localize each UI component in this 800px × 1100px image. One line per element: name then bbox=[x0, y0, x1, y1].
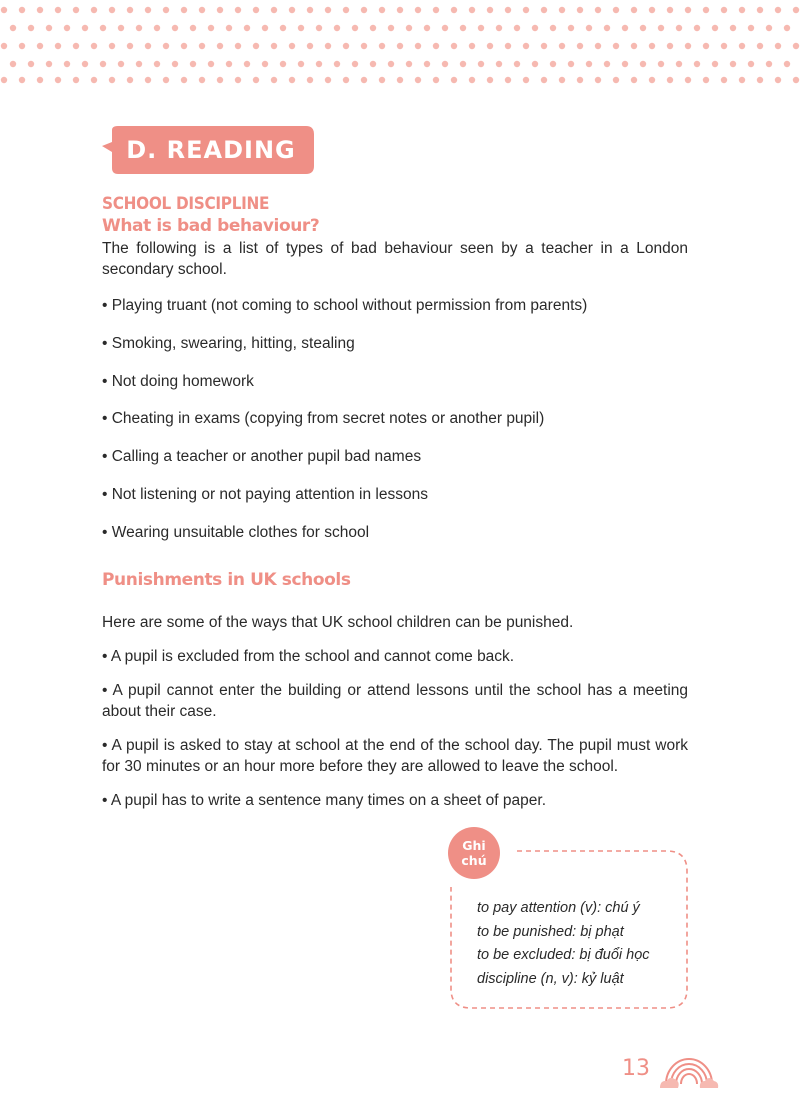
dot bbox=[352, 61, 358, 67]
dot bbox=[676, 61, 682, 67]
dot bbox=[595, 7, 601, 13]
dot bbox=[163, 77, 169, 83]
dot bbox=[127, 43, 133, 49]
dot bbox=[145, 7, 151, 13]
punishments-intro: Here are some of the ways that UK school children can be punished. bbox=[102, 614, 574, 631]
dot bbox=[559, 7, 565, 13]
dot bbox=[487, 7, 493, 13]
dot bbox=[532, 61, 538, 67]
dot bbox=[514, 61, 520, 67]
dot bbox=[199, 77, 205, 83]
dot bbox=[451, 7, 457, 13]
dot bbox=[532, 25, 538, 31]
dot bbox=[379, 43, 385, 49]
dot bbox=[37, 77, 43, 83]
dot bbox=[190, 25, 196, 31]
dot bbox=[703, 7, 709, 13]
dot bbox=[1, 77, 7, 83]
dot bbox=[262, 61, 268, 67]
dot bbox=[10, 61, 16, 67]
dot bbox=[388, 25, 394, 31]
dot bbox=[766, 61, 772, 67]
dot bbox=[379, 77, 385, 83]
punishments-heading: Punishments in UK schools bbox=[102, 570, 351, 590]
dot bbox=[541, 7, 547, 13]
dot bbox=[748, 61, 754, 67]
dot bbox=[604, 61, 610, 67]
dot bbox=[334, 25, 340, 31]
dot bbox=[685, 7, 691, 13]
dot bbox=[397, 7, 403, 13]
dot bbox=[505, 7, 511, 13]
dot bbox=[451, 43, 457, 49]
dot bbox=[217, 43, 223, 49]
dot bbox=[262, 25, 268, 31]
dot bbox=[73, 7, 79, 13]
dot bbox=[100, 61, 106, 67]
dot bbox=[586, 61, 592, 67]
dot bbox=[91, 43, 97, 49]
dot bbox=[91, 7, 97, 13]
dot bbox=[649, 77, 655, 83]
dot bbox=[136, 25, 142, 31]
dot bbox=[181, 7, 187, 13]
dot bbox=[415, 43, 421, 49]
intro-paragraph: The following is a list of types of bad behaviour seen by a teacher in a London secondary school. bbox=[102, 240, 688, 278]
dot bbox=[190, 61, 196, 67]
dot bbox=[478, 25, 484, 31]
dot bbox=[631, 77, 637, 83]
dot bbox=[226, 61, 232, 67]
dot bbox=[37, 7, 43, 13]
dot bbox=[550, 25, 556, 31]
dot bbox=[577, 43, 583, 49]
dot bbox=[298, 25, 304, 31]
dot bbox=[388, 61, 394, 67]
dot bbox=[109, 77, 115, 83]
list-item: • Not listening or not paying attention in lessons bbox=[102, 485, 428, 503]
dot bbox=[685, 43, 691, 49]
dot bbox=[289, 43, 295, 49]
dot bbox=[433, 7, 439, 13]
dot bbox=[28, 61, 34, 67]
dot bbox=[469, 7, 475, 13]
dot bbox=[541, 77, 547, 83]
dot bbox=[559, 43, 565, 49]
dot bbox=[757, 7, 763, 13]
dot bbox=[118, 25, 124, 31]
dot bbox=[586, 25, 592, 31]
dot bbox=[271, 77, 277, 83]
vocabulary-note bbox=[445, 827, 691, 1012]
dot bbox=[82, 25, 88, 31]
dot bbox=[199, 43, 205, 49]
article-title: SCHOOL DISCIPLINE bbox=[102, 194, 270, 214]
dot bbox=[757, 77, 763, 83]
dot bbox=[559, 77, 565, 83]
dot bbox=[145, 43, 151, 49]
dot bbox=[235, 7, 241, 13]
list-item: • A pupil cannot enter the building or attend lessons until the school has a meeting about their case. bbox=[102, 682, 688, 720]
note-line: to be excluded: bị đuổi học bbox=[477, 947, 650, 963]
dot bbox=[163, 7, 169, 13]
dot bbox=[217, 77, 223, 83]
dot bbox=[775, 77, 781, 83]
dot bbox=[739, 7, 745, 13]
dot bbox=[658, 25, 664, 31]
dot bbox=[370, 25, 376, 31]
dot bbox=[172, 61, 178, 67]
dot bbox=[73, 43, 79, 49]
dot bbox=[343, 77, 349, 83]
dot bbox=[424, 61, 430, 67]
dot bbox=[613, 43, 619, 49]
dot bbox=[37, 43, 43, 49]
dot bbox=[172, 25, 178, 31]
dotted-header-pattern bbox=[0, 0, 800, 86]
dot bbox=[694, 25, 700, 31]
dot bbox=[397, 43, 403, 49]
note-badge-line1: Ghi bbox=[462, 838, 486, 853]
dot bbox=[109, 43, 115, 49]
dot bbox=[379, 7, 385, 13]
dot bbox=[739, 43, 745, 49]
note-line: discipline (n, v): kỷ luật bbox=[477, 970, 624, 987]
dot bbox=[163, 43, 169, 49]
dot bbox=[64, 25, 70, 31]
dot bbox=[307, 7, 313, 13]
section-tag-label: D. READING bbox=[126, 136, 296, 164]
dot bbox=[325, 7, 331, 13]
dot bbox=[316, 61, 322, 67]
dot bbox=[271, 7, 277, 13]
dot bbox=[442, 25, 448, 31]
dot bbox=[55, 77, 61, 83]
dot bbox=[766, 25, 772, 31]
dot bbox=[496, 61, 502, 67]
dot bbox=[487, 77, 493, 83]
dot bbox=[658, 61, 664, 67]
dot bbox=[577, 77, 583, 83]
dot bbox=[181, 77, 187, 83]
dot bbox=[253, 43, 259, 49]
dot bbox=[613, 7, 619, 13]
note-line: to pay attention (v): chú ý bbox=[477, 900, 640, 916]
dot bbox=[703, 77, 709, 83]
dot bbox=[478, 61, 484, 67]
dot bbox=[136, 61, 142, 67]
dot bbox=[307, 43, 313, 49]
dot bbox=[127, 7, 133, 13]
dot bbox=[271, 43, 277, 49]
dot bbox=[523, 77, 529, 83]
dot bbox=[226, 25, 232, 31]
dot bbox=[19, 77, 25, 83]
dot bbox=[667, 77, 673, 83]
dot bbox=[433, 43, 439, 49]
dot bbox=[325, 43, 331, 49]
list-item: • A pupil is asked to stay at school at the end of the school day. The pupil must work for 30 minutes or an hour more before they are allowed to leave the school. bbox=[102, 737, 688, 775]
dot bbox=[253, 7, 259, 13]
dot bbox=[307, 77, 313, 83]
dot bbox=[424, 25, 430, 31]
dot bbox=[100, 25, 106, 31]
dot bbox=[460, 25, 466, 31]
dot bbox=[622, 61, 628, 67]
dot bbox=[19, 43, 25, 49]
dot bbox=[784, 25, 790, 31]
dot bbox=[640, 61, 646, 67]
dot bbox=[244, 25, 250, 31]
dot bbox=[109, 7, 115, 13]
dot bbox=[793, 77, 799, 83]
dot bbox=[289, 77, 295, 83]
dot bbox=[541, 43, 547, 49]
dot bbox=[649, 7, 655, 13]
dot bbox=[316, 25, 322, 31]
list-item: • Calling a teacher or another pupil bad names bbox=[102, 448, 422, 466]
dot bbox=[595, 77, 601, 83]
dot bbox=[127, 77, 133, 83]
punishment-list bbox=[102, 646, 688, 824]
dot bbox=[793, 7, 799, 13]
list-item: • Playing truant (not coming to school without permission from parents) bbox=[102, 297, 588, 314]
dot bbox=[496, 25, 502, 31]
dot bbox=[415, 77, 421, 83]
dot bbox=[397, 77, 403, 83]
dot bbox=[91, 77, 97, 83]
dot bbox=[757, 43, 763, 49]
section-tag bbox=[102, 126, 314, 174]
dot bbox=[55, 7, 61, 13]
dot bbox=[793, 43, 799, 49]
dot bbox=[1, 43, 7, 49]
dot bbox=[199, 7, 205, 13]
dot bbox=[154, 25, 160, 31]
dot bbox=[568, 61, 574, 67]
dot bbox=[181, 43, 187, 49]
dot bbox=[253, 77, 259, 83]
dot bbox=[235, 43, 241, 49]
dot bbox=[568, 25, 574, 31]
dot bbox=[694, 61, 700, 67]
dot bbox=[280, 61, 286, 67]
dot bbox=[640, 25, 646, 31]
dot bbox=[469, 77, 475, 83]
dot bbox=[46, 61, 52, 67]
dot bbox=[64, 61, 70, 67]
dot bbox=[433, 77, 439, 83]
dot bbox=[10, 25, 16, 31]
note-lines bbox=[477, 897, 650, 991]
rainbow-icon bbox=[658, 1038, 720, 1090]
dot bbox=[649, 43, 655, 49]
dot bbox=[739, 77, 745, 83]
dot bbox=[712, 25, 718, 31]
dot bbox=[145, 77, 151, 83]
dot bbox=[19, 7, 25, 13]
dot bbox=[613, 77, 619, 83]
dot bbox=[595, 43, 601, 49]
article-subtitle: What is bad behaviour? bbox=[102, 216, 320, 236]
dot bbox=[721, 77, 727, 83]
dot bbox=[1, 7, 7, 13]
dot bbox=[451, 77, 457, 83]
dot bbox=[217, 7, 223, 13]
dot bbox=[604, 25, 610, 31]
dot bbox=[154, 61, 160, 67]
list-item: • A pupil is excluded from the school and cannot come back. bbox=[102, 648, 515, 665]
dot bbox=[28, 25, 34, 31]
dot bbox=[730, 61, 736, 67]
dot bbox=[775, 7, 781, 13]
list-item: • Not doing homework bbox=[102, 372, 254, 390]
dot bbox=[667, 7, 673, 13]
dot bbox=[46, 25, 52, 31]
page-number: 13 bbox=[622, 1056, 650, 1081]
dot bbox=[298, 61, 304, 67]
dot bbox=[721, 7, 727, 13]
dot bbox=[730, 25, 736, 31]
note-badge-line2: chú bbox=[461, 853, 487, 868]
dot bbox=[361, 7, 367, 13]
list-item: • Smoking, swearing, hitting, stealing bbox=[102, 334, 355, 352]
behaviour-list bbox=[102, 295, 688, 560]
dot bbox=[667, 43, 673, 49]
list-item: • Cheating in exams (copying from secret notes or another pupil) bbox=[102, 410, 545, 428]
dot bbox=[505, 43, 511, 49]
dot bbox=[415, 7, 421, 13]
dot bbox=[334, 61, 340, 67]
dot bbox=[325, 77, 331, 83]
dot bbox=[514, 25, 520, 31]
dot bbox=[55, 43, 61, 49]
dot bbox=[208, 25, 214, 31]
dot bbox=[631, 43, 637, 49]
dot bbox=[289, 7, 295, 13]
dot bbox=[703, 43, 709, 49]
dot bbox=[523, 43, 529, 49]
list-item: • Wearing unsuitable clothes for school bbox=[102, 523, 370, 541]
dot bbox=[406, 61, 412, 67]
dot bbox=[523, 7, 529, 13]
dot bbox=[73, 77, 79, 83]
dot bbox=[487, 43, 493, 49]
dot bbox=[676, 25, 682, 31]
dot bbox=[631, 7, 637, 13]
dot bbox=[712, 61, 718, 67]
dot bbox=[370, 61, 376, 67]
dot bbox=[775, 43, 781, 49]
dot bbox=[748, 25, 754, 31]
dot bbox=[244, 61, 250, 67]
dot bbox=[505, 77, 511, 83]
dot bbox=[343, 43, 349, 49]
dot bbox=[280, 25, 286, 31]
dot bbox=[460, 61, 466, 67]
dot bbox=[577, 7, 583, 13]
dot bbox=[352, 25, 358, 31]
dot bbox=[469, 43, 475, 49]
dot bbox=[406, 25, 412, 31]
dot bbox=[82, 61, 88, 67]
dot bbox=[361, 43, 367, 49]
dot bbox=[550, 61, 556, 67]
dot bbox=[118, 61, 124, 67]
dot bbox=[208, 61, 214, 67]
list-item: • A pupil has to write a sentence many times on a sheet of paper. bbox=[102, 792, 546, 809]
dot bbox=[784, 61, 790, 67]
dot bbox=[235, 77, 241, 83]
dot bbox=[361, 77, 367, 83]
dot bbox=[343, 7, 349, 13]
dot bbox=[721, 43, 727, 49]
dot bbox=[685, 77, 691, 83]
note-badge bbox=[448, 827, 500, 879]
dot bbox=[622, 25, 628, 31]
note-line: to be punished: bị phạt bbox=[477, 923, 624, 940]
dot bbox=[442, 61, 448, 67]
